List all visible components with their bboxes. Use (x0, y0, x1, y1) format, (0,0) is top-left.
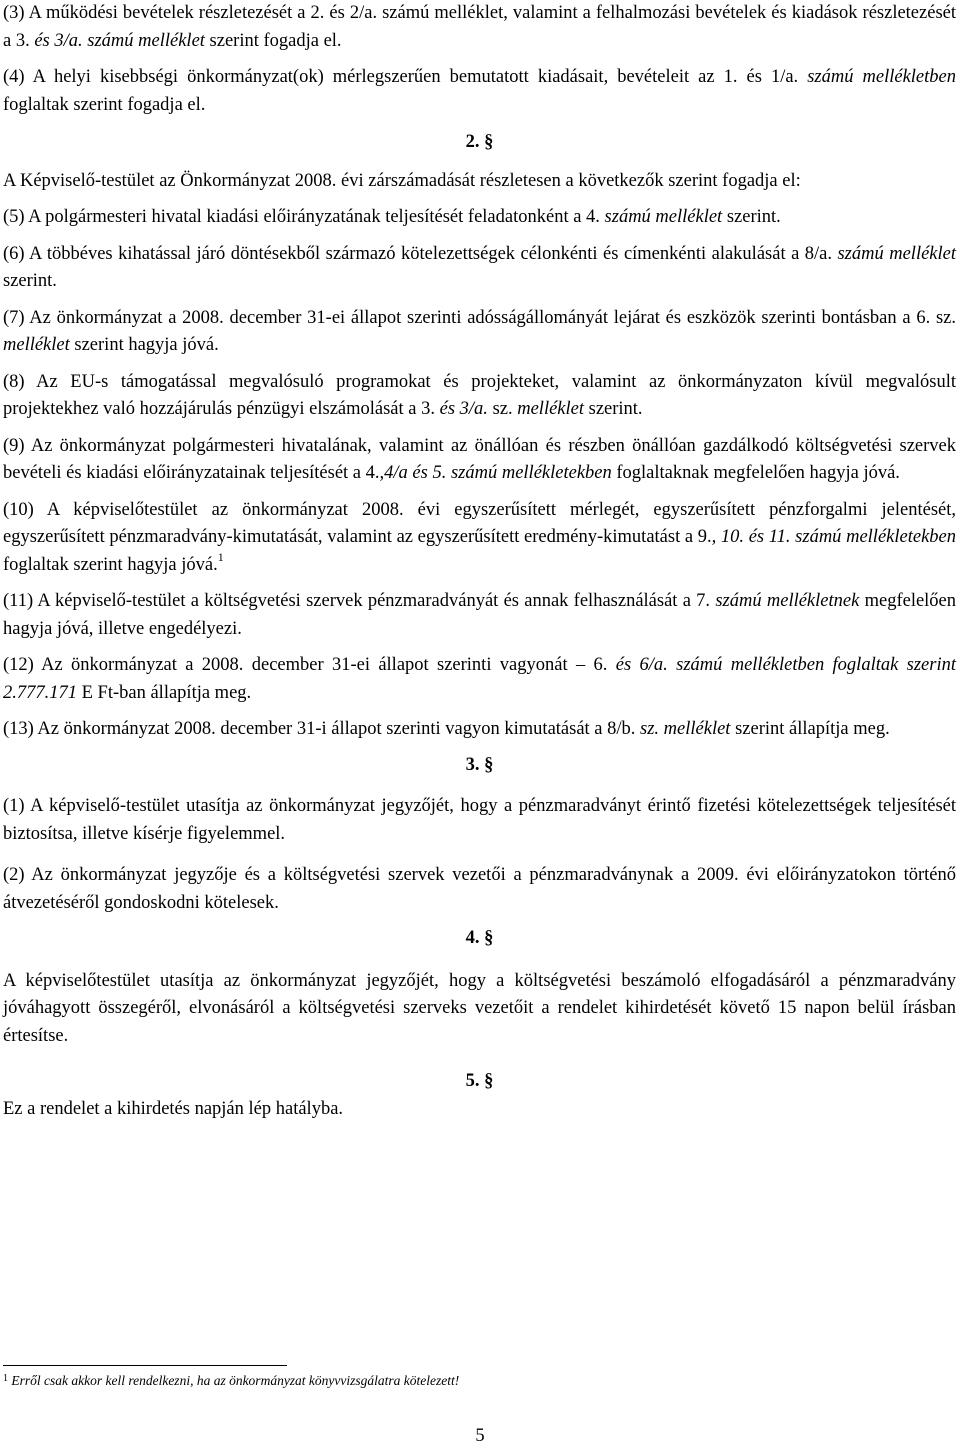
paragraph-4-tail: foglaltak szerint fogadja el. (3, 94, 206, 115)
paragraph-10-text: (10) A képviselőtestület az önkormányzat 2008. évi egyszerűsített mérlegét, egyszerűsített pénzforgalmi jelentését, egyszerűsített pénzmaradvány-kimutatását, valamint az egyszerűsített eredmény-kimutatást a 9. (3, 499, 956, 547)
paragraph-10-tail: foglaltak szerint hagyja jóvá. (3, 554, 218, 575)
paragraph-7 (3, 305, 956, 360)
footnote-separator (3, 1365, 287, 1366)
paragraph-11 (3, 588, 956, 643)
paragraph-5-annex-ref: számú melléklet (604, 207, 723, 227)
paragraph-7-tail: szerint hagyja jóvá. (74, 335, 219, 355)
paragraph-12-tail: E Ft-ban állapítja meg. (81, 682, 252, 703)
section-4-paragraph: A képviselőtestület utasítja az önkormányzat jegyzőjét, hogy a költségvetési beszámoló elfogadásáról a pénzmaradvány jóváhagyott összegéről, elvonásáról a költségvetési szerveks vezetőit a rendelet kihirdetését követő 15 napon belül írásban értesítse. (3, 970, 956, 1046)
paragraph-11-text: (11) A képviselő-testület a költségvetési szervek pénzmaradványát és annak felhasználását a 7. (3, 591, 711, 611)
paragraph-12-text: (12) Az önkormányzat a 2008. december 31-ei állapot szerinti vagyonát – 6. (3, 655, 608, 675)
footnote-reference: 1 (217, 549, 224, 564)
page-number: 5 (475, 1426, 485, 1446)
paragraph-8-annex-ref: és 3/a. (439, 399, 488, 419)
paragraph-8-abbrev: sz. (492, 399, 513, 419)
paragraph-4-text: (4) A helyi kisebbségi önkormányzat(ok) mérlegszerűen bemutatott kiadásait, bevételeit az 1. és 1/a. (3, 67, 799, 87)
paragraph-7-text: (7) Az önkormányzat a 2008. december 31-ei állapot szerinti adósságállományát lejárat és eszközök szerinti bontásban a 6. sz. (3, 307, 956, 328)
paragraph-5 (3, 204, 956, 232)
footnote-number: 1 (3, 1373, 8, 1384)
paragraph-7-annex-ref: melléklet (3, 335, 70, 355)
paragraph-6 (3, 241, 956, 296)
paragraph-4-annex-ref: számú mellékletben (807, 67, 956, 87)
paragraph-5-text: (5) A polgármesteri hivatal kiadási előirányzatának teljesítését feladatonként a 4. (3, 207, 600, 227)
paragraph-9-annex-ref: ,4/a és 5. számú mellékletekben (379, 463, 612, 483)
paragraph-9-tail: foglaltaknak megfelelően hagyja jóvá. (616, 463, 900, 483)
paragraph-8-text: (8) Az EU-s támogatással megvalósuló programokat és projekteket, valamint az önkormányzaton kívül megvalósult projektekhez való hozzájárulás pénzügyi elszámolását a 3. (3, 371, 956, 419)
paragraph-8-tail: szerint. (588, 399, 643, 419)
paragraph-5-tail: szerint. (726, 207, 781, 227)
paragraph-8 (3, 369, 956, 424)
section-4-heading: 4. § (465, 928, 494, 948)
paragraph-6-tail: szerint. (3, 271, 57, 291)
section-5-heading: 5. § (465, 1071, 494, 1091)
paragraph-6-annex-ref: számú melléklet (837, 243, 956, 264)
footnote (3, 1372, 459, 1390)
paragraph-13-tail: szerint állapítja meg. (735, 719, 890, 739)
section-3-paragraph-1: (1) A képviselő-testület utasítja az önkormányzat jegyzőjét, hogy a pénzmaradványt érintő fizetési kötelezettségek teljesítését biztosítsa, illetve kísérje figyelemmel. (3, 796, 956, 844)
paragraph-13-annex-ref: sz. melléklet (640, 719, 731, 739)
section-3-paragraph-2: (2) Az önkormányzat jegyzője és a költségvetési szervek vezetői a pénzmaradványnak a 2009. évi előirányzatokon történő átvezetéséről gondoskodni kötelesek. (3, 865, 956, 913)
paragraph-3-tail: szerint fogadja el. (209, 30, 342, 51)
paragraph-6-text: (6) A többéves kihatással járó döntésekből származó kötelezettségek célonkénti és címenkénti alakulását a 8/a. (3, 243, 832, 264)
footnote-text: Erről csak akkor kell rendelkezni, ha az önkormányzat könyvvizsgálatra kötelezett! (11, 1373, 460, 1388)
section-2-intro: A Képviselő-testület az Önkormányzat 2008. évi zárszámadását részletesen a következők szerint fogadja el: (3, 170, 801, 191)
paragraph-4 (3, 64, 956, 119)
paragraph-3-annex-ref: és 3/a. számú melléklet (34, 30, 205, 51)
paragraph-10-annex-ref: , 10. és 11. számú mellékletekben (711, 527, 956, 547)
paragraph-13 (3, 716, 956, 744)
paragraph-12 (3, 652, 956, 707)
section-2-heading: 2. § (465, 132, 494, 152)
paragraph-3 (3, 0, 956, 55)
section-3-heading: 3. § (465, 754, 494, 775)
paragraph-11-annex-ref: számú mellékletnek (715, 591, 860, 611)
paragraph-10 (3, 497, 956, 580)
paragraph-12-annex-ref: és 6/a. számú mellékletben foglaltak szerint 2.777.171 (3, 655, 956, 703)
paragraph-8-annex-word: melléklet (517, 399, 584, 419)
paragraph-9 (3, 433, 956, 488)
section-5-paragraph: Ez a rendelet a kihirdetés napján lép hatályba. (3, 1098, 344, 1119)
paragraph-3-text: (3) A működési bevételek részletezését a 2. és 2/a. számú melléklet, valamint a felhalmozási bevételek és kiadások részletezését a 3. (3, 3, 956, 51)
document-page (3, 0, 956, 1123)
paragraph-13-text: (13) Az önkormányzat 2008. december 31-i állapot szerinti vagyon kimutatását a 8/b. (3, 719, 636, 739)
paragraph-11-tail: megfelelően hagyja jóvá, illetve engedélyezi. (3, 591, 957, 639)
paragraph-9-text: (9) Az önkormányzat polgármesteri hivatalának, valamint az önállóan és részben önállóan gazdálkodó költségvetési szervek bevételi és kiadási előirányzatainak teljesítését a 4. (3, 435, 956, 483)
